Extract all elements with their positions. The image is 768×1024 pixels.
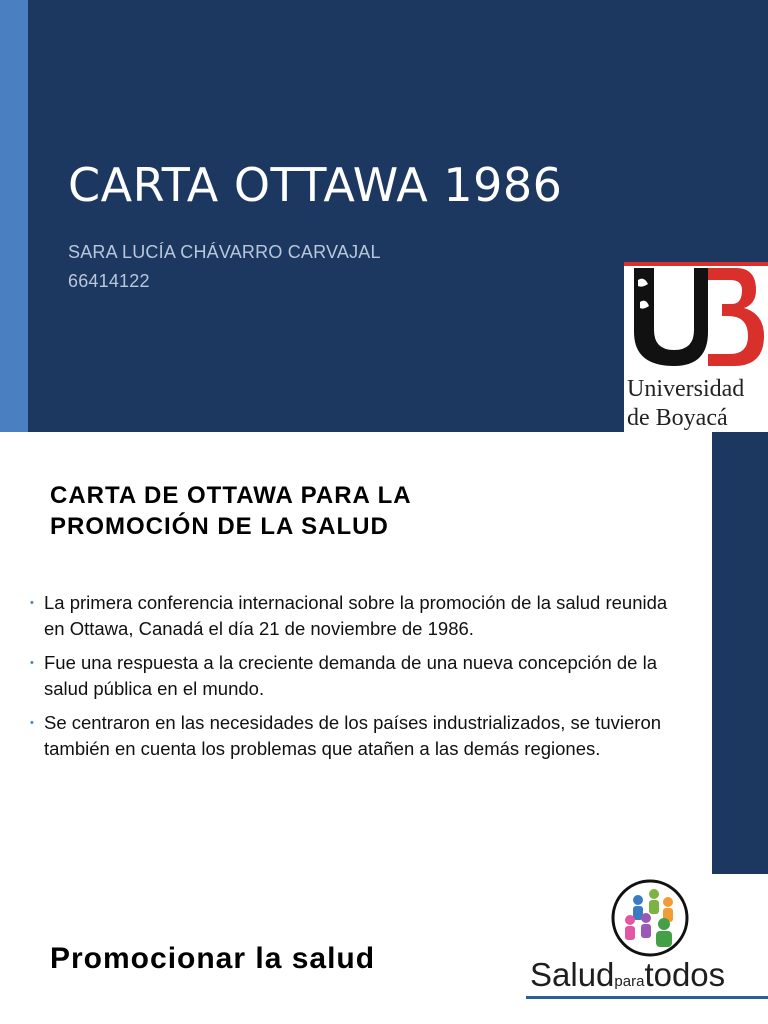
side-bar xyxy=(712,432,768,864)
id-number: 66414122 xyxy=(68,271,150,291)
bullet-icon: • xyxy=(30,717,34,729)
bullet-icon: • xyxy=(30,657,34,669)
ub-monogram-icon xyxy=(624,262,768,374)
title-slide xyxy=(0,0,768,432)
slide-title: CARTA OTTAWA 1986 xyxy=(68,158,563,212)
list-item xyxy=(30,590,690,642)
section-slide xyxy=(0,864,768,1024)
logo-underline xyxy=(526,996,768,999)
salud-para-todos-logo xyxy=(526,874,768,1024)
universidad-boyaca-logo xyxy=(624,262,768,432)
wordmark-para: para xyxy=(614,973,645,990)
author-name: SARA LUCÍA CHÁVARRO CARVAJAL xyxy=(68,242,381,262)
heading-line1: CARTA DE OTTAWA PARA LA xyxy=(50,482,412,509)
wordmark-salud: Salud xyxy=(530,956,615,993)
list-item xyxy=(30,710,690,762)
salud-wordmark xyxy=(530,956,725,994)
bullet-text: La primera conferencia internacional sobre la promoción de la salud reunida en Ottawa, Canadá el día 21 de noviembre de 1986. xyxy=(44,592,668,639)
bullet-text: Se centraron en las necesidades de los países industrializados, se tuvieron también en cuenta los problemas que atañen a las demás regiones. xyxy=(44,712,662,759)
content-heading xyxy=(50,480,610,542)
list-item xyxy=(30,650,690,702)
university-name-line1: Universidad xyxy=(627,376,745,402)
content-slide xyxy=(0,432,768,864)
people-circle-icon xyxy=(610,878,690,958)
section-heading: Promocionar la salud xyxy=(50,942,376,975)
slide-subtitle xyxy=(68,238,381,296)
university-name xyxy=(627,375,744,433)
heading-line2: PROMOCIÓN DE LA SALUD xyxy=(50,513,389,540)
bullet-list xyxy=(30,590,690,770)
accent-bar xyxy=(0,0,28,432)
bullet-icon: • xyxy=(30,597,34,609)
bullet-text: Fue una respuesta a la creciente demanda de una nueva concepción de la salud pública en el mundo. xyxy=(44,652,657,699)
wordmark-todos: todos xyxy=(644,956,726,993)
university-name-line2: de Boyacá xyxy=(627,405,728,431)
